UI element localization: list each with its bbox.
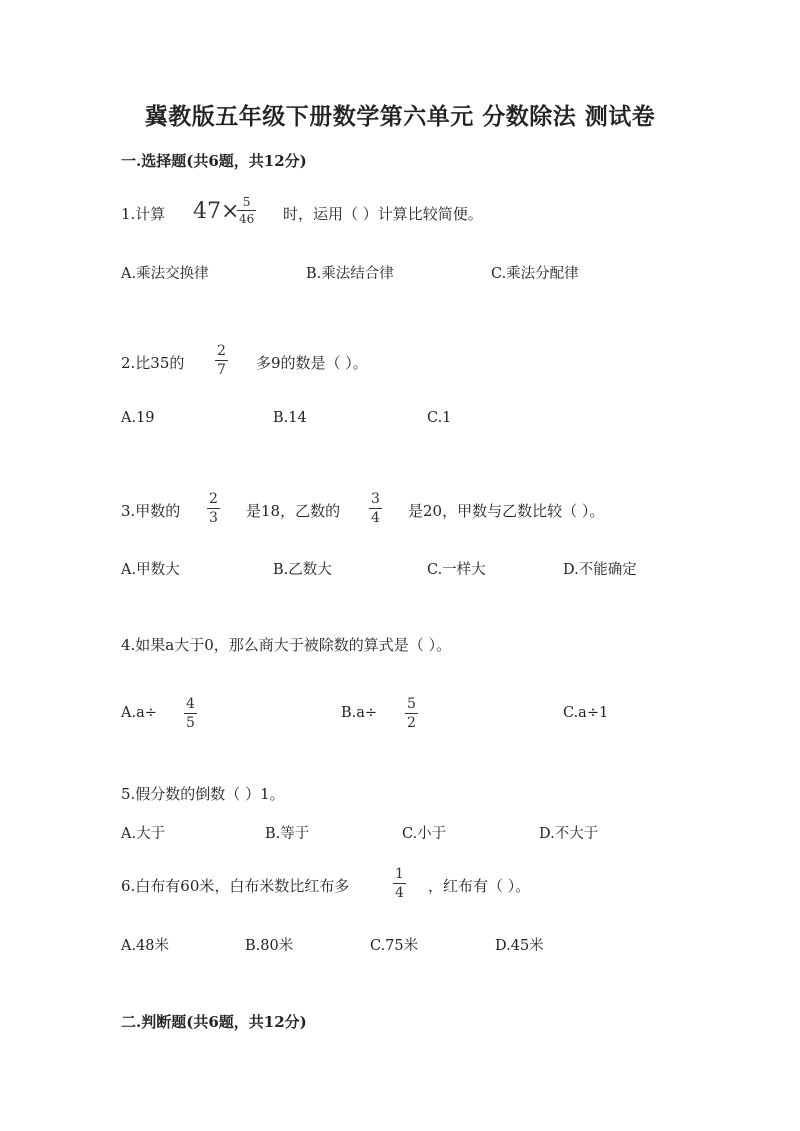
question-4-text: 4.如果a大于0，那么商大于被除数的算式是（ ）。 — [121, 636, 452, 654]
question-5-option-d: D.不大于 — [539, 826, 599, 842]
fraction-denominator: 46 — [239, 212, 255, 226]
fraction-numerator: 2 — [217, 343, 226, 359]
fraction-denominator: 5 — [186, 715, 195, 731]
fraction-numerator: 4 — [186, 696, 195, 712]
question-2-option-a: A.19 — [121, 410, 155, 426]
question-3-middle: 是18，乙数的 — [246, 502, 341, 520]
fraction-denominator: 3 — [209, 510, 218, 526]
question-6-fraction — [393, 867, 406, 900]
question-1-suffix: 时，运用（ ）计算比较简便。 — [283, 205, 483, 223]
question-3-option-d: D.不能确定 — [563, 562, 637, 578]
question-2-fraction — [215, 344, 228, 377]
fraction-numerator: 5 — [407, 696, 416, 712]
fraction-numerator: 3 — [371, 491, 380, 507]
question-5-option-c: C.小于 — [402, 826, 447, 842]
question-5-option-a: A.大于 — [121, 826, 166, 842]
question-3-suffix: 是20，甲数与乙数比较（ ）。 — [408, 502, 605, 520]
question-1-option-b: B.乘法结合律 — [306, 266, 394, 282]
question-2-option-b: B.14 — [273, 410, 307, 426]
section-heading-judgement: 二.判断题(共6题，共12分) — [121, 1013, 307, 1031]
page-title: 冀教版五年级下册数学第六单元 分数除法 测试卷 — [144, 103, 656, 130]
fraction-denominator: 7 — [217, 362, 226, 378]
question-6-option-b: B.80米 — [245, 938, 294, 954]
section-heading-choice: 一.选择题(共6题，共12分) — [121, 152, 307, 170]
question-6-option-d: D.45米 — [495, 938, 544, 954]
question-3-option-b: B.乙数大 — [273, 562, 332, 578]
fraction-denominator: 4 — [371, 510, 380, 526]
question-4-option-a-fraction — [184, 697, 197, 730]
question-3-option-c: C.一样大 — [427, 562, 486, 578]
question-4-option-c: C.a÷1 — [563, 705, 609, 721]
question-1-prefix: 1.计算 — [121, 205, 166, 223]
question-3-fraction-2 — [369, 492, 382, 525]
question-1-fraction — [237, 196, 256, 225]
question-2-option-c: C.1 — [427, 410, 452, 426]
question-4-option-a: A.a÷ — [121, 705, 157, 721]
question-6-option-a: A.48米 — [121, 938, 170, 954]
question-6-prefix: 6.白布有60米，白布米数比红布多 — [121, 877, 350, 895]
fraction-denominator: 2 — [407, 715, 416, 731]
question-5-text: 5.假分数的倒数（ ）1。 — [121, 785, 285, 803]
question-6-suffix: ，红布有（ ）。 — [428, 877, 531, 895]
question-1-option-a: A.乘法交换律 — [121, 266, 209, 282]
question-2-suffix: 多9的数是（ ）。 — [256, 354, 368, 372]
question-1-option-c: C.乘法分配律 — [491, 266, 579, 282]
question-5-option-b: B.等于 — [265, 826, 310, 842]
fraction-numerator: 2 — [209, 491, 218, 507]
question-4-option-b: B.a÷ — [341, 705, 378, 721]
fraction-denominator: 4 — [395, 885, 404, 901]
fraction-numerator: 1 — [395, 866, 404, 882]
question-1-expression: 47× — [193, 199, 240, 224]
fraction-numerator: 5 — [242, 195, 251, 209]
question-2-prefix: 2.比35的 — [121, 354, 185, 372]
question-3-fraction-1 — [207, 492, 220, 525]
question-3-option-a: A.甲数大 — [121, 562, 180, 578]
question-6-option-c: C.75米 — [370, 938, 419, 954]
question-4-option-b-fraction — [405, 697, 418, 730]
question-3-prefix: 3.甲数的 — [121, 502, 181, 520]
